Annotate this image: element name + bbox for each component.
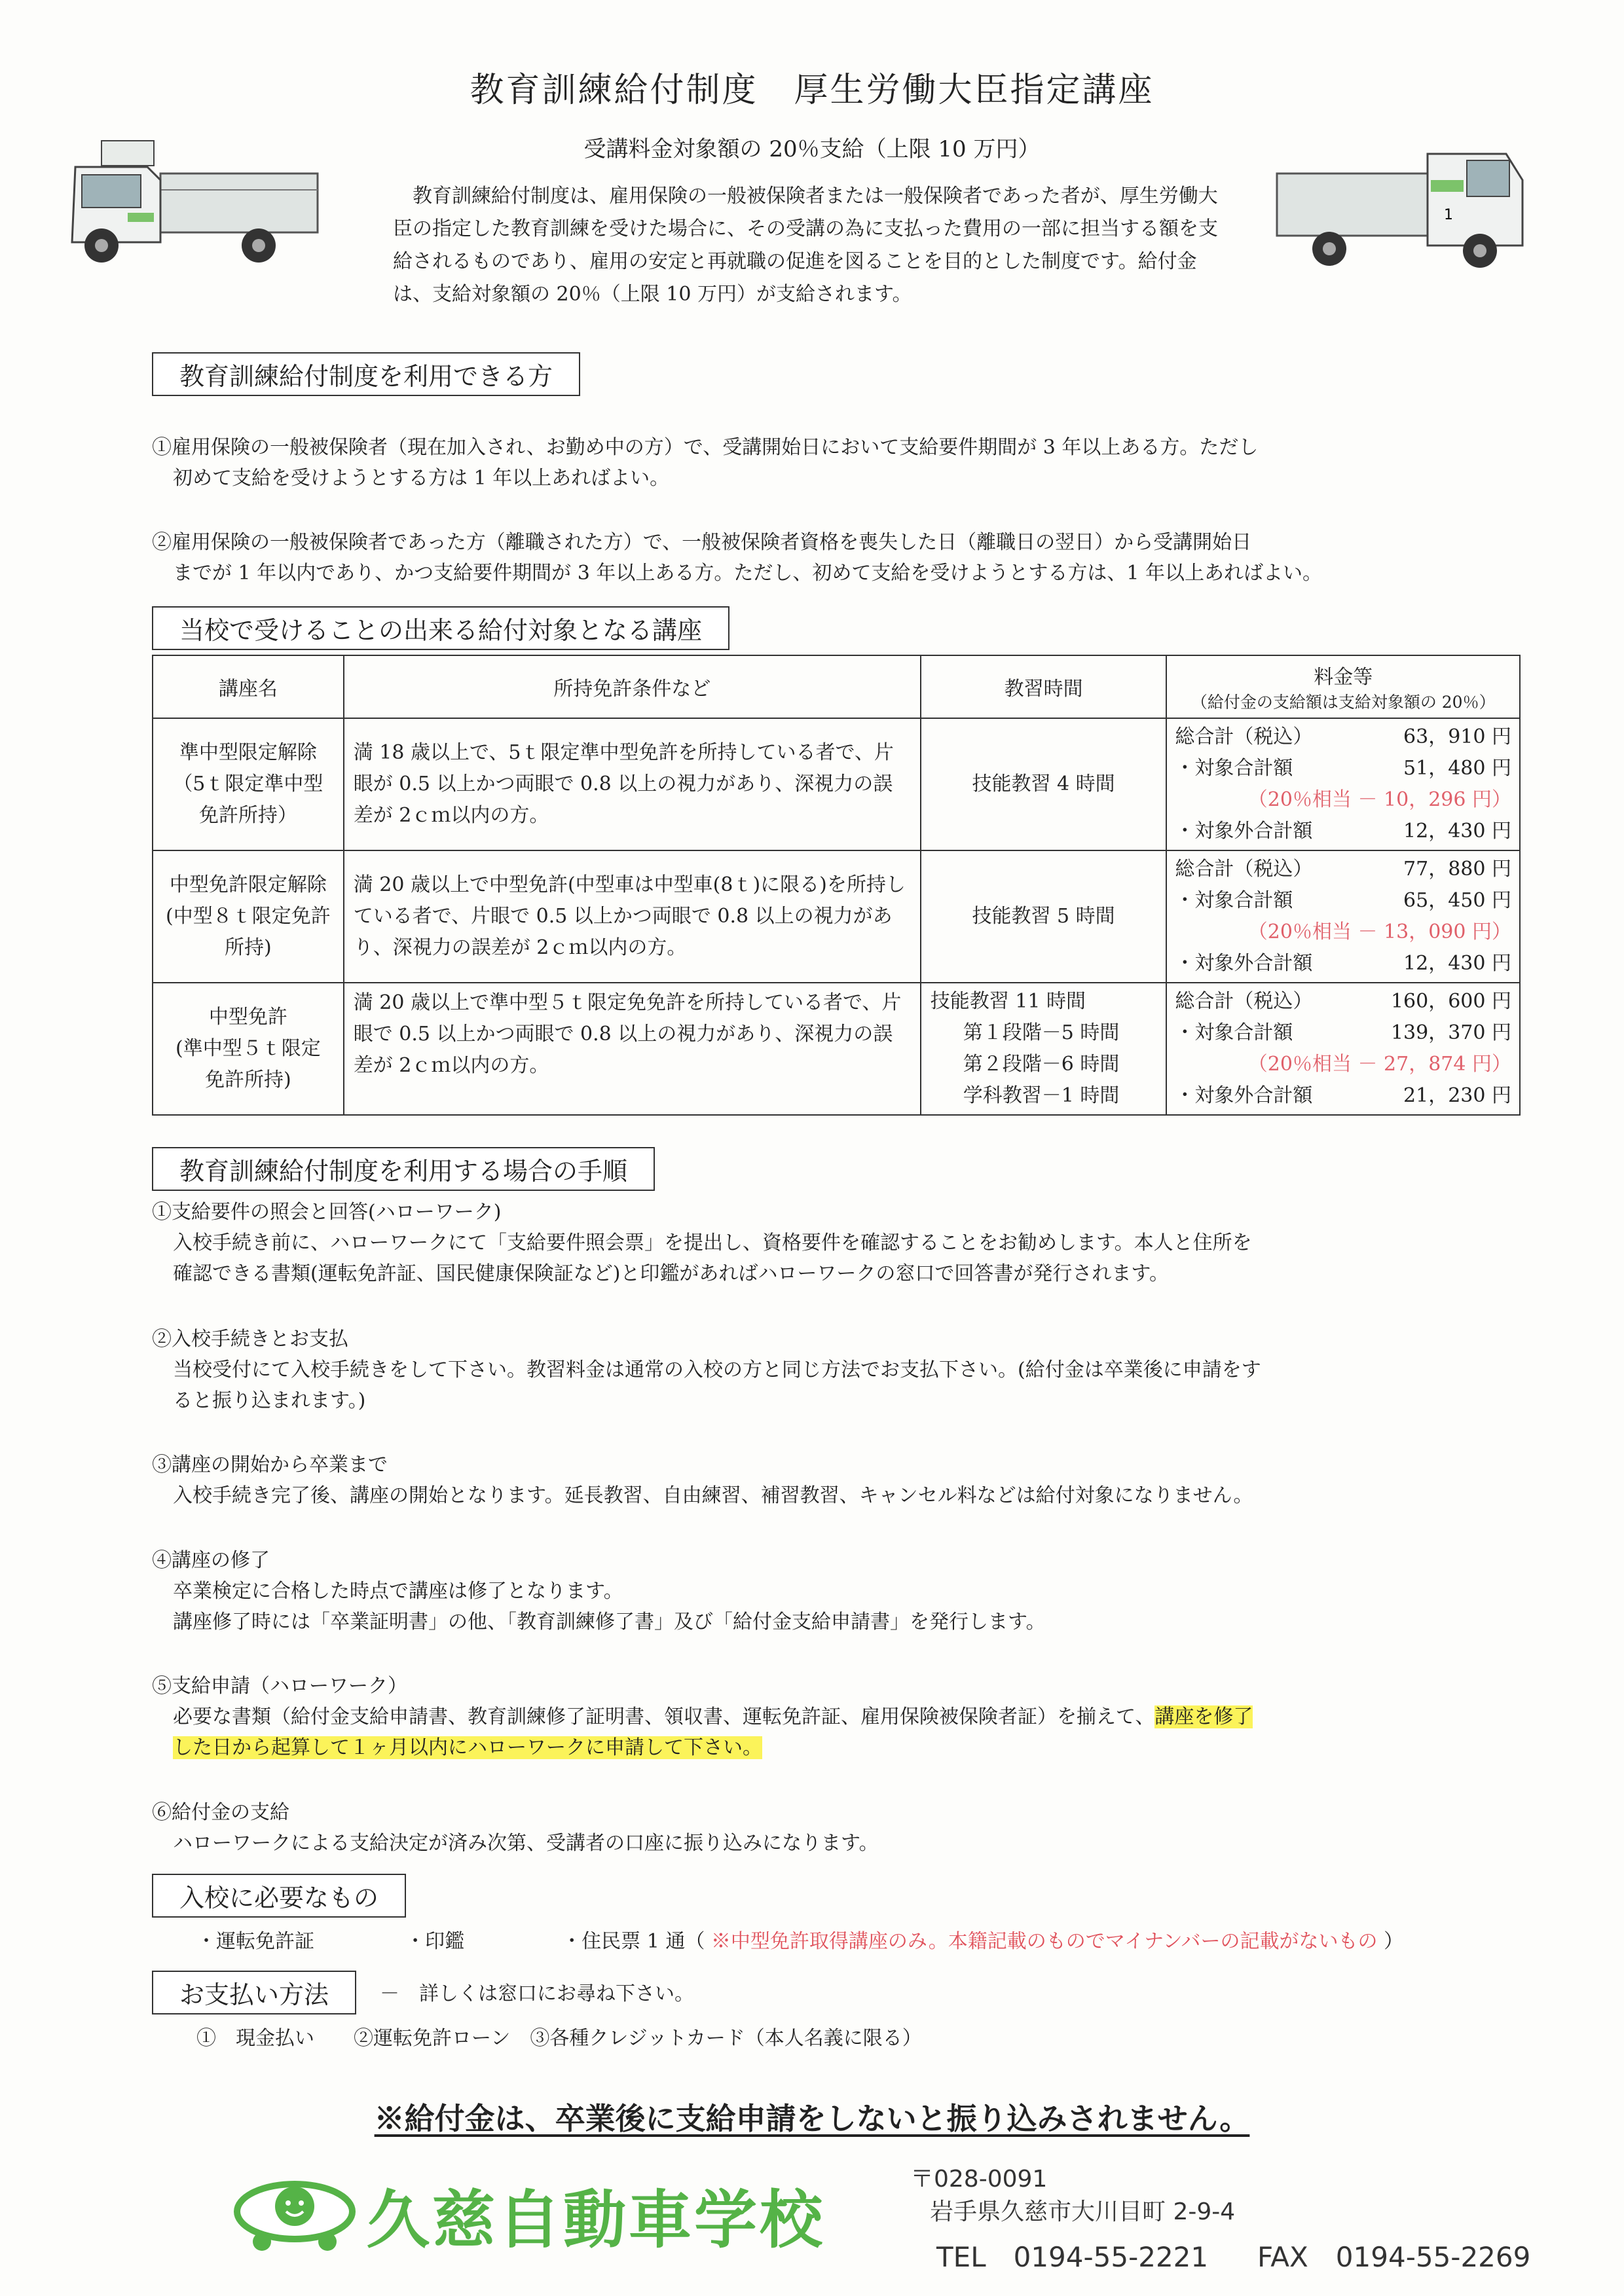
procedure-heading: 教育訓練給付制度を利用する場合の手順 <box>152 1147 655 1191</box>
notice-text <box>0 2095 1624 2138</box>
fee-total-label: 総合計（税込） <box>1175 990 1313 1013</box>
school-name: 久慈自動車学校 <box>367 2183 825 2257</box>
step-line: 入校手続き前に、ハローワークにて「支給要件照会票」を提出し、資格要件を確認することをお勧めします。本人と住所を <box>173 1231 1252 1254</box>
step-line: 卒業検定に合格した時点で講座は修了となります。 <box>173 1580 623 1603</box>
payment-methods: ① 現金払い ②運転免許ローン ③各種クレジットカード（本人名義に限る） <box>196 2027 922 2050</box>
table-row <box>153 983 1520 1115</box>
col-header-condition: 所持免許条件など <box>344 655 921 718</box>
step-title: ④講座の修了 <box>152 1549 270 1572</box>
step-line: 確認できる書類(運転免許証、国民健康保険証など)と印鑑があればハローワークの窓口で回答書が発行されます。 <box>173 1262 1170 1285</box>
step-line-text: 必要な書類（給付金支給申請書、教育訓練修了証明書、領収書、運転免許証、雇用保険被保険者証）を揃えて、 <box>173 1705 1155 1728</box>
course-fee-cell <box>1166 850 1520 983</box>
course-name-line: 準中型限定解除 <box>179 741 317 764</box>
course-hours-line: 技能教習 4 時間 <box>972 773 1115 795</box>
procedure-step-5 <box>152 1671 1396 1763</box>
step-line: ると振り込まれます。) <box>173 1389 366 1412</box>
fee-total-label: 総合計（税込） <box>1175 725 1313 748</box>
fee-header-title: 料金等 <box>1314 666 1373 689</box>
course-hours-line: 技能教習 5 時間 <box>972 905 1115 928</box>
fee-target-value: 65，450 円 <box>1403 889 1511 912</box>
required-close: ） <box>1384 1930 1404 1953</box>
intro-paragraph: 教育訓練給付制度は、雇用保険の一般被保険者または一般保険者であった者が、厚生労働大臣の指定した教育訓練を受けた場合に、その受講の為に支払った費用の一部に担当する額を支給されるものであり、雇用の安定と再就職の促進を図ることを目的とした制度です。給付金は、支給対象額の 20％（上限 10 万円）が支給されます。 <box>393 185 1218 306</box>
eligibility-item-1-line2: 初めて支給を受けようとする方は 1 年以上あればよい。 <box>173 467 670 490</box>
step-title: ③講座の開始から卒業まで <box>152 1453 388 1476</box>
fee-target-value: 139，370 円 <box>1390 1021 1511 1044</box>
courses-header-row <box>153 655 1520 718</box>
course-condition-cell: 満 20 歳以上で準中型５ｔ限定免免許を所持している者で、片眼で 0.5 以上かつ両眼で 0.8 以上の視力があり、深視力の誤差が 2ｃｍ以内の方。 <box>344 983 921 1115</box>
course-hours-line: 学科教習－1 時間 <box>963 1084 1120 1107</box>
eligibility-item-1-line1: ①雇用保険の一般被保険者（現在加入され、お勤め中の方）で、受講開始日において支給要件期間が 3 年以上ある方。ただし <box>152 436 1259 459</box>
fee-total-value: 63，910 円 <box>1403 725 1511 748</box>
course-name-line: 中型免許 <box>208 1006 287 1029</box>
truck-left-image <box>62 128 331 278</box>
required-item: ・印鑑 <box>405 1930 465 1953</box>
course-name-cell <box>153 718 344 850</box>
fee-other-label: ・対象外合計額 <box>1175 820 1313 843</box>
fee-other-label: ・対象外合計額 <box>1175 1084 1313 1107</box>
step-line: 講座修了時には「卒業証明書」の他、「教育訓練修了書」及び「給付金支給申請書」を発行します。 <box>173 1611 1046 1633</box>
step-title: ⑥給付金の支給 <box>152 1801 289 1824</box>
required-note: ※中型免許取得講座のみ。本籍記載のものでマイナンバーの記載がないもの <box>710 1930 1378 1953</box>
table-row <box>153 718 1520 850</box>
fee-target-label: ・対象合計額 <box>1175 757 1293 780</box>
course-name-line: 免許所持） <box>198 804 297 827</box>
eligibility-heading: 教育訓練給付制度を利用できる方 <box>152 352 580 396</box>
fee-other-label: ・対象外合計額 <box>1175 952 1313 975</box>
fee-other-value: 21，230 円 <box>1403 1084 1511 1107</box>
eligibility-item-2-line1: ②雇用保険の一般被保険者であった方（離職された方）で、一般被保険者資格を喪失した日（離職日の翌日）から受講開始日 <box>152 531 1252 554</box>
fee-benefit: （20％相当 － 27，874 円） <box>1247 1053 1511 1076</box>
payment-heading: お支払い方法 <box>152 1971 356 2014</box>
step-line: 当校受付にて入校手続きをして下さい。教習料金は通常の入校の方と同じ方法でお支払下さい。(給付金は卒業後に申請をす <box>173 1358 1261 1381</box>
course-name-line: 所持) <box>225 936 272 959</box>
course-name-cell <box>153 983 344 1115</box>
postal-code: 〒028-0091 <box>910 2166 1048 2193</box>
fee-other-value: 12，430 円 <box>1403 952 1511 975</box>
fee-target-label: ・対象合計額 <box>1175 889 1293 912</box>
procedure-step-1 <box>152 1197 1396 1289</box>
col-header-name: 講座名 <box>153 655 344 718</box>
required-heading: 入校に必要なもの <box>152 1874 406 1918</box>
course-name-cell <box>153 850 344 983</box>
required-item: ・運転免許証 <box>196 1930 314 1953</box>
course-fee-cell <box>1166 983 1520 1115</box>
step-line: 入校手続き完了後、講座の開始となります。延長教習、自由練習、補習教習、キャンセル料などは給付対象になりません。 <box>173 1484 1253 1507</box>
course-hours-cell <box>921 718 1167 850</box>
course-condition-cell: 満 20 歳以上で中型免許(中型車は中型車(8ｔ)に限る)を所持している者で、片眼で 0.5 以上かつ両眼で 0.8 以上の視力があり、深視力の誤差が 2ｃｍ以内の方。 <box>344 850 921 983</box>
course-fee-cell <box>1166 718 1520 850</box>
eligibility-item-2-line2: までが 1 年以内であり、かつ支給要件期間が 3 年以上ある方。ただし、初めて支給を受けようとする方は、1 年以上あればよい。 <box>173 562 1322 585</box>
procedure-step-2 <box>152 1324 1396 1416</box>
fee-total-label: 総合計（税込） <box>1175 858 1313 881</box>
fee-other-value: 12，430 円 <box>1403 820 1511 843</box>
procedure-step-4 <box>152 1545 1396 1637</box>
course-name-line: （5ｔ限定準中型 <box>173 773 323 795</box>
step-line <box>152 1732 1396 1763</box>
course-hours-cell <box>921 983 1167 1115</box>
course-hours-line: 第１段階－5 時間 <box>963 1021 1120 1044</box>
page-title: 教育訓練給付制度 厚生労働大臣指定講座 <box>470 71 1154 110</box>
payment-note: － 詳しくは窓口にお尋ね下さい。 <box>380 1982 694 2005</box>
course-name-line: (中型８ｔ限定免許 <box>166 905 331 928</box>
deadline-highlight-2: した日から起算して１ヶ月以内にハローワークに申請して下さい。 <box>173 1736 762 1759</box>
fee-benefit: （20％相当 － 10，296 円） <box>1247 788 1511 811</box>
course-hours-cell <box>921 850 1167 983</box>
course-name-line: (準中型５ｔ限定 <box>175 1037 321 1060</box>
eligibility-item-2 <box>152 527 1396 589</box>
fee-target-value: 51，480 円 <box>1403 757 1511 780</box>
courses-table <box>152 655 1521 1116</box>
deadline-highlight-1: 講座を修了 <box>1154 1705 1253 1728</box>
school-logo-icon <box>232 2174 357 2252</box>
col-header-hours: 教習時間 <box>921 655 1167 718</box>
notice-line: ※給付金は、卒業後に支給申請をしないと振り込みされません。 <box>374 2101 1250 2136</box>
eligibility-item-1 <box>152 432 1396 494</box>
course-hours-line: 第２段階－6 時間 <box>963 1053 1120 1076</box>
course-hours-line: 技能教習 11 時間 <box>930 990 1086 1013</box>
required-items <box>196 1925 1403 1954</box>
fee-benefit: （20％相当 － 13，090 円） <box>1247 920 1511 943</box>
fee-total-value: 160，600 円 <box>1390 990 1511 1013</box>
required-item: ・住民票 1 通（ <box>562 1930 705 1953</box>
col-header-fee <box>1166 655 1520 718</box>
truck-right-image <box>1270 134 1539 285</box>
fee-header-note: （給付金の支給額は支給対象額の 20％） <box>1190 693 1496 712</box>
page-subtitle: 受講料金対象額の 20％支給（上限 10 万円） <box>583 136 1041 162</box>
fee-total-value: 77，880 円 <box>1403 858 1511 881</box>
course-name-line: 免許所持) <box>205 1068 291 1091</box>
truck-number-label: 1 <box>1444 207 1453 223</box>
fee-target-label: ・対象合計額 <box>1175 1021 1293 1044</box>
procedure-step-6 <box>152 1797 1396 1859</box>
address: 岩手県久慈市大川目町 2-9-4 <box>930 2198 1236 2225</box>
step-title: ②入校手続きとお支払 <box>152 1328 348 1351</box>
step-line <box>152 1702 1396 1732</box>
step-title: ⑤支給申請（ハローワーク） <box>152 1675 407 1698</box>
procedure-step-3 <box>152 1449 1396 1511</box>
courses-heading: 当校で受けることの出来る給付対象となる講座 <box>152 606 729 650</box>
table-row <box>153 850 1520 983</box>
phone-number: TEL 0194-55-2221 <box>936 2241 1209 2273</box>
step-title: ①支給要件の照会と回答(ハローワーク) <box>152 1201 502 1224</box>
course-name-line: 中型免許限定解除 <box>169 873 327 896</box>
step-line: ハローワークによる支給決定が済み次第、受講者の口座に振り込みになります。 <box>173 1832 879 1855</box>
fax-number: FAX 0194-55-2269 <box>1257 2241 1531 2273</box>
course-condition-cell: 満 18 歳以上で、5ｔ限定準中型免許を所持している者で、片眼が 0.5 以上かつ両眼で 0.8 以上の視力があり、深視力の誤差が 2ｃｍ以内の方。 <box>344 718 921 850</box>
